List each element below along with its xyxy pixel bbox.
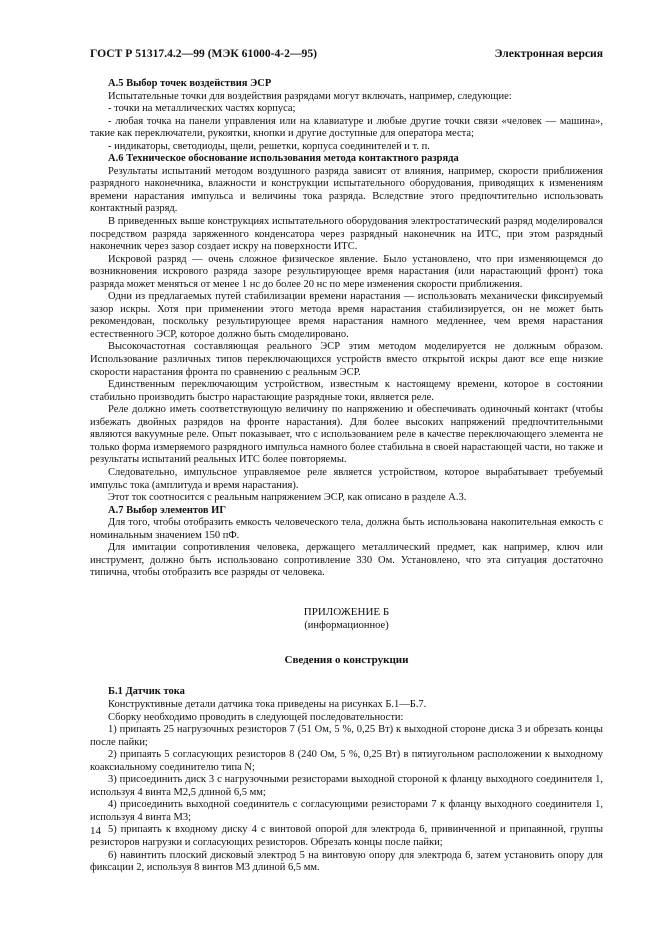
annex-title: ПРИЛОЖЕНИЕ Б <box>303 605 390 618</box>
paragraph: Испытательные точки для воздействия разрядами могут включать, например, следующие: <box>108 90 512 102</box>
list-item: - индикаторы, светодиоды, щели, решетки, корпуса соединителей и т. п. <box>108 140 430 152</box>
list-item: 2) припаять 5 согласующих резисторов 8 (240 Ом, 5 %, 0,25 Вт) в пятиугольном расположении к выходному коаксиальному соединителю типа N; <box>90 749 603 773</box>
edition-label: Электронная версия <box>494 47 603 60</box>
list-item: 3) присоединить диск 3 с нагрузочными резисторами выходной стороной к фланцу выходного соединителя 1, используя 4 винта М2,5 длиной 6,5 мм; <box>90 774 603 798</box>
paragraph: Следовательно, импульсное управляемое реле является устройством, которое вырабатывает требуемый импульс тока (амплитуда и время нарастания). <box>90 466 603 491</box>
paragraph: Для имитации сопротивления человека, держащего металлический предмет, как например, ключ или инструмент, должно быть использовано сопротивление 330 Ом. Установлено, что эта ситуация достаточно типична, чтобы отобразить все разряды от человека. <box>90 542 603 579</box>
section-heading-a5: А.5 Выбор точек воздействия ЭСР <box>108 78 272 89</box>
document-code: ГОСТ Р 51317.4.2—99 (МЭК 61000-4-2—95) <box>90 47 318 60</box>
annex-subtitle: (информационное) <box>304 619 389 631</box>
section-heading-a7: А.7 Выбор элементов ИГ <box>108 504 227 516</box>
section-heading-b1: Б.1 Датчик тока <box>108 686 185 698</box>
paragraph: В приведенных выше конструкциях испытательного оборудования электростатический разряд моделировался посредством разряда заряженного конденсатора через разрядный наконечник на ИТС, при этом разрядный наконечник через зазор создает искру на поверхности ИТС. <box>90 216 603 253</box>
page-number: 14 <box>90 825 101 837</box>
annex-heading: Сведения о конструкции <box>284 653 409 666</box>
paragraph: Высокочастотная составляющая реального ЭСР этим методом моделируется не должным образом. Использование различных типов переключающихся устройств вместо открытой искры дают все еще низкие скорости нарастания фронта по сравнению с реальным ЭСР. <box>90 341 603 378</box>
paragraph: Сборку необходимо проводить в следующей последовательности: <box>108 711 404 723</box>
paragraph: Результаты испытаний методом воздушного разряда зависят от влияния, например, скорости приближения разрядного наконечника, влажности и конструкции испытательного оборудования, приводящих к изменениям времени нарастания импульса и величины тока разряда. Вследствие этого предпочтительно использовать контактный разряд. <box>90 165 603 215</box>
paragraph: Искровой разряд — очень сложное физическое явление. Было установлено, что при изменяющемся до возникновения искрового разряда зазоре результирующее время нарастания (или нарастающий фронт) тока разряда может меняться от менее 1 нс до более 20 нс по мере изменения скорости приближения. <box>90 253 603 290</box>
paragraph: Единственным переключающим устройством, известным к настоящему времени, которое в состоянии стабильно производить быстро нарастающие разрядные токи, является реле. <box>90 379 603 403</box>
page-header <box>90 47 603 63</box>
list-item: 6) навинтить плоский дисковый электрод 5 на винтовую опору для электрода 6, затем установить опору для фиксации 2, используя 8 винтов М3 длиной 6,5 мм. <box>90 849 603 874</box>
document-body <box>90 78 603 875</box>
paragraph: Одни из предлагаемых путей стабилизации времени нарастания — использовать механически фиксируемый зазор искры. Хотя при применении этого метода время нарастания стабилизируется, он не может быть рекомендован, поскольку результирующее время нарастания намного медленнее, чем время нарастания естественного ЭСР, которое должно быть смоделировано. <box>90 291 603 340</box>
list-item: 1) припаять 25 нагрузочных резисторов 7 (51 Ом, 5 %, 0,25 Вт) к выходной стороне диска 3 и обрезать концы после пайки; <box>90 724 603 748</box>
list-item: 4) присоединить выходной соединитель с согласующими резисторами 7 к фланцу выходного соединителя 1, используя 4 винта М3; <box>90 799 603 823</box>
section-heading-a6: А.6 Техническое обоснование использования метода контактного разряда <box>108 153 459 165</box>
paragraph: Конструктивные детали датчика тока приведены на рисунках Б.1—Б.7. <box>108 698 427 710</box>
paragraph: Для того, чтобы отобразить емкость человеческого тела, должна быть использована накопительная емкость с номинальным значением 150 пФ. <box>90 517 603 541</box>
paragraph: Реле должно иметь соответствующую величину по напряжению и обеспечивать одиночный контакт (чтобы избежать двойных разрядов на фронте нарастания). Для более высоких напряжений предпочтительными являются вакуумные реле. Опыт показывает, что с использованием реле в качестве переключающего элемента не только форма измеряемого разрядного импульса намного более стабильна в своей нарастающей части, но также и результаты испытаний реальных ИТС более повторяемы. <box>90 404 603 466</box>
list-item: - любая точка на панели управления или на клавиатуре и любые другие точки связи «человек — машина», такие как переключатели, рукоятки, кнопки и другие доступные для оператора места; <box>90 115 603 140</box>
list-item: - точки на металлических частях корпуса; <box>108 103 296 115</box>
list-item: 5) припаять к входному диску 4 с винтовой опорой для электрода 6, привинченной и припаянной, группы резисторов нагрузки и согласующих резисторов. Обрезать концы после пайки; <box>90 824 603 848</box>
paragraph: Этот ток соотносится с реальным напряжением ЭСР, как описано в разделе А.3. <box>108 492 467 504</box>
